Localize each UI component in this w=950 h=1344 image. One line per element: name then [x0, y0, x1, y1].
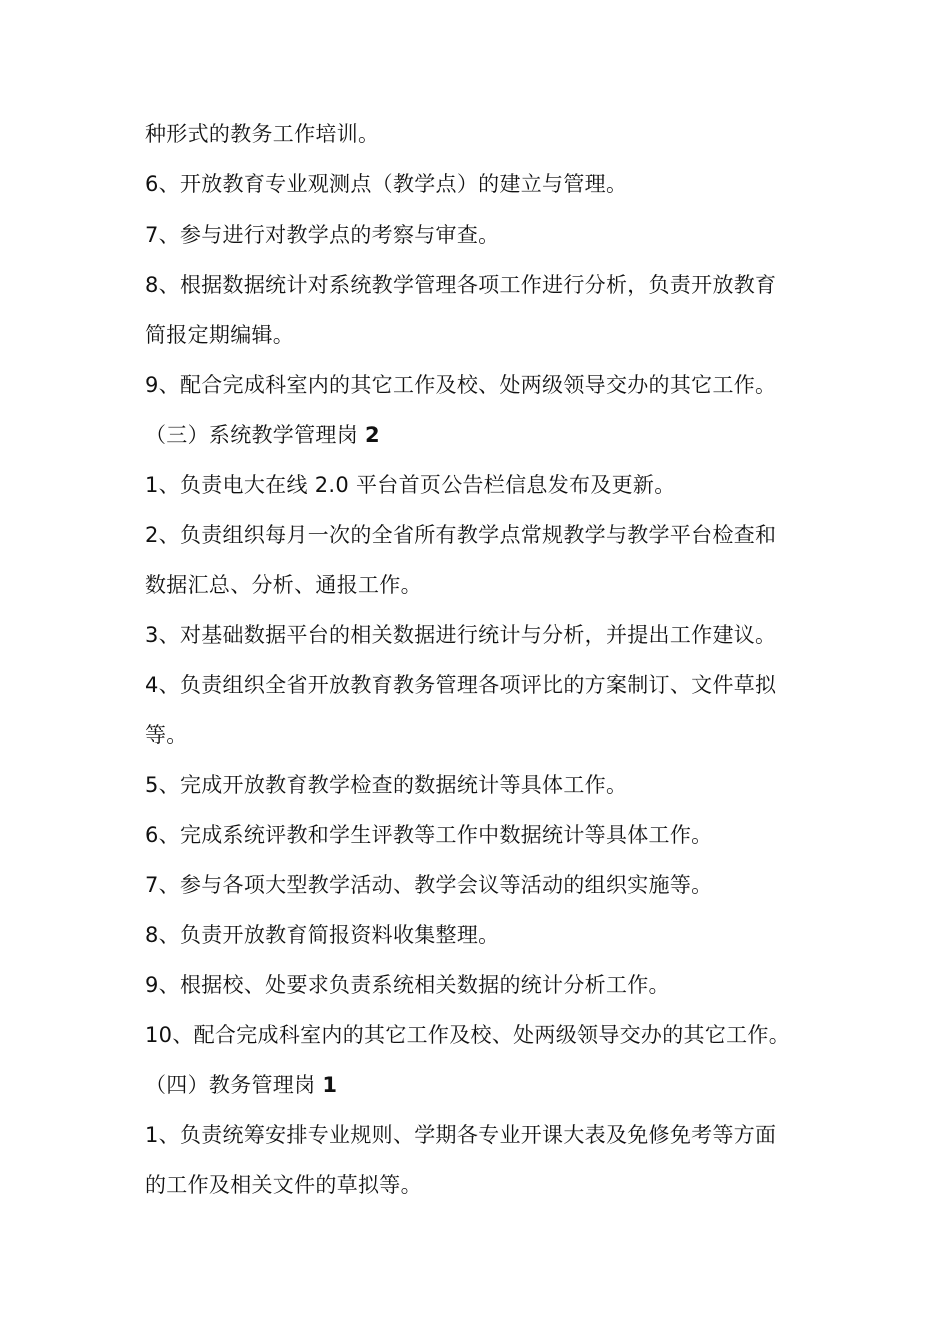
- text-line: 9、配合完成科室内的其它工作及校、处两级领导交办的其它工作。: [145, 373, 777, 397]
- text-line: 等。: [145, 723, 188, 747]
- text-line: 的工作及相关文件的草拟等。: [145, 1173, 422, 1197]
- text-line: 1、负责统筹安排专业规则、学期各专业开课大表及免修免考等方面: [145, 1123, 777, 1147]
- text-line: 7、参与进行对教学点的考察与审查。: [145, 223, 500, 247]
- section-heading-text: （四）教务管理岗: [145, 1073, 316, 1097]
- section-heading-text: （三）系统教学管理岗: [145, 423, 358, 447]
- text-line: 数据汇总、分析、通报工作。: [145, 573, 422, 597]
- section-heading-number: 2: [364, 423, 380, 447]
- text-line: 3、对基础数据平台的相关数据进行统计与分析，并提出工作建议。: [145, 623, 777, 647]
- text-line: 4、负责组织全省开放教育教务管理各项评比的方案制订、文件草拟: [145, 673, 777, 697]
- text-line: 9、根据校、处要求负责系统相关数据的统计分析工作。: [145, 973, 670, 997]
- text-line: 6、开放教育专业观测点（教学点）的建立与管理。: [145, 172, 628, 196]
- section-heading: [145, 420, 825, 450]
- text-line: 种形式的教务工作培训。: [145, 122, 380, 146]
- section-heading: [145, 1070, 825, 1100]
- section-heading-number: 1: [322, 1073, 338, 1097]
- text-line: 5、完成开放教育教学检查的数据统计等具体工作。: [145, 773, 628, 797]
- text-line: 8、负责开放教育简报资料收集整理。: [145, 923, 500, 947]
- text-line: 简报定期编辑。: [145, 323, 295, 347]
- text-line: 7、参与各项大型教学活动、教学会议等活动的组织实施等。: [145, 873, 713, 897]
- text-line: 10、配合完成科室内的其它工作及校、处两级领导交办的其它工作。: [145, 1023, 791, 1047]
- text-line: 6、完成系统评教和学生评教等工作中数据统计等具体工作。: [145, 823, 713, 847]
- text-line: 2、负责组织每月一次的全省所有教学点常规教学与教学平台检查和: [145, 523, 777, 547]
- text-line: 8、根据数据统计对系统教学管理各项工作进行分析，负责开放教育: [145, 273, 777, 297]
- text-line: 1、负责电大在线 2.0 平台首页公告栏信息发布及更新。: [145, 473, 676, 497]
